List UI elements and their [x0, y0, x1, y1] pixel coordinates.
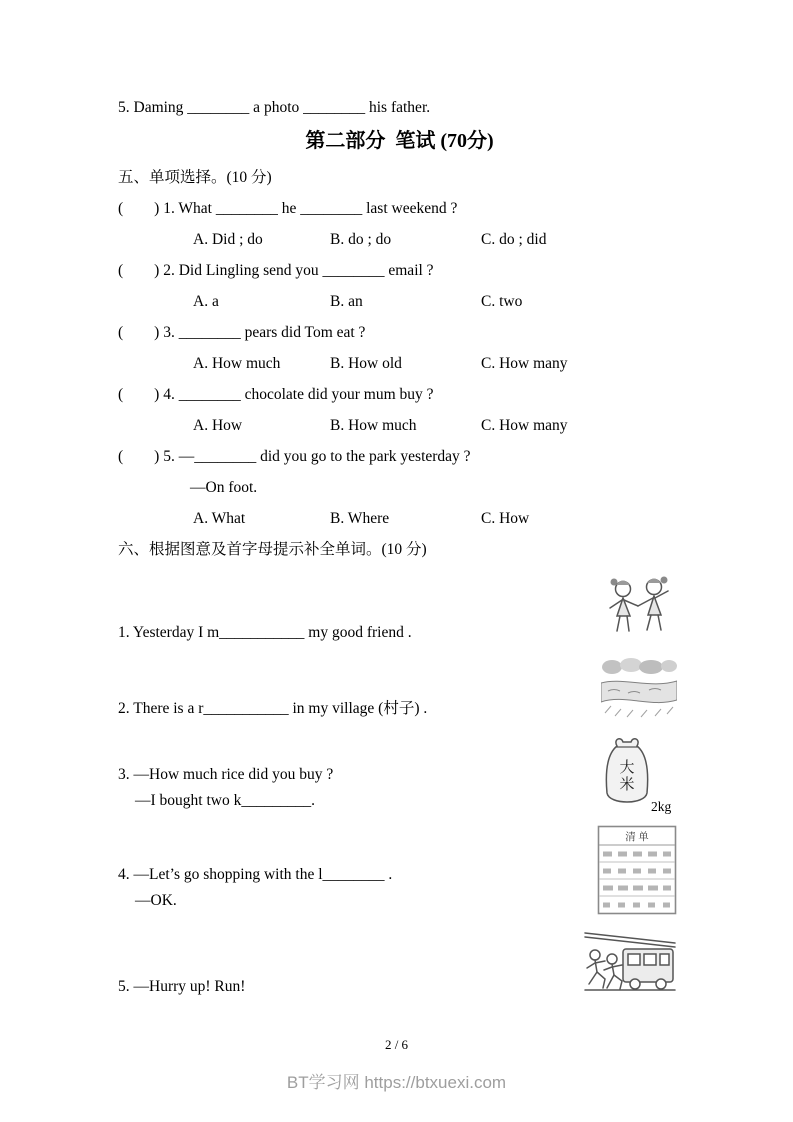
part6-item-4 [118, 825, 681, 925]
mcq-3-options [193, 354, 681, 373]
mcq-5-options [193, 509, 681, 528]
part6-item-5 [118, 925, 681, 1011]
part6-item-4-text [118, 865, 597, 925]
mcq-5-stem: ( ) 5. —________ did you go to the park yesterday ? [118, 448, 471, 465]
mcq-4-stem: ( ) 4. ________ chocolate did your mum buy ? [118, 386, 434, 403]
shopping-list-illustration [597, 825, 677, 915]
option-c: C. How many [481, 417, 568, 434]
rice-weight-label: 2kg [651, 799, 672, 814]
option-c: C. do ; did [481, 231, 547, 248]
option-a: A. a [193, 293, 219, 310]
option-b: B. an [330, 293, 363, 310]
mcq-5-answer-line: —On foot. [190, 479, 258, 496]
option-a: A. What [193, 510, 246, 527]
item-line: 4. —Let’s go shopping with the l________ . [118, 866, 393, 883]
part6-item-5-text [118, 977, 583, 1011]
mcq-2-stem: ( ) 2. Did Lingling send you ________ email ? [118, 262, 434, 279]
rice-label-char-1: 大 [619, 760, 635, 776]
river-illustration [601, 657, 677, 721]
part6-title: 六、根据图意及首字母提示补全单词。(10 分) [118, 541, 427, 558]
option-a: A. How [193, 417, 243, 434]
mcq-1-options [193, 230, 681, 249]
girls-dancing-illustration [599, 571, 677, 657]
item-line: 3. —How much rice did you buy ? [118, 766, 334, 783]
watermark-text: BT学习网 https://btxuexi.com [286, 1073, 507, 1092]
list-title: 清 单 [625, 832, 649, 843]
item-line: 1. Yesterday I m___________ my good friend . [118, 624, 412, 641]
mcq-question-2 [118, 261, 681, 311]
option-a: A. Did ; do [193, 231, 263, 248]
section-heading: 第二部分 笔试 (70分) [305, 130, 494, 152]
mcq-question-3 [118, 323, 681, 373]
mcq-1-stem: ( ) 1. What ________ he ________ last weekend ? [118, 200, 458, 217]
option-c: C. How many [481, 355, 568, 372]
part6-item-1 [118, 571, 681, 657]
part6-item-2-text [118, 699, 601, 733]
item-line: 5. —Hurry up! Run! [118, 978, 246, 995]
part6-item-3 [118, 733, 681, 825]
option-c: C. How [481, 510, 530, 527]
option-b: B. How old [330, 355, 402, 372]
item-line: —I bought two k_________. [135, 792, 315, 809]
mcq-question-4 [118, 385, 681, 435]
item-line: 2. There is a r___________ in my village (村子) . [118, 700, 428, 717]
option-c: C. two [481, 293, 523, 310]
mcq-question-1 [118, 199, 681, 249]
item-line: —OK. [135, 892, 177, 909]
part6-item-2 [118, 657, 681, 733]
mcq-2-options [193, 292, 681, 311]
page-number: 2 / 6 [384, 1037, 409, 1052]
catch-bus-illustration [583, 925, 677, 1009]
carryover-item-5: 5. Daming ________ a photo ________ his father. [118, 99, 431, 116]
mcq-3-stem: ( ) 3. ________ pears did Tom eat ? [118, 324, 366, 341]
part5-title: 五、单项选择。(10 分) [118, 169, 272, 186]
option-b: B. do ; do [330, 231, 392, 248]
rice-bag-illustration [595, 733, 677, 815]
rice-label-char-2: 米 [619, 777, 635, 793]
mcq-question-5 [118, 447, 681, 528]
option-a: A. How much [193, 355, 281, 372]
option-b: B. How much [330, 417, 417, 434]
option-b: B. Where [330, 510, 390, 527]
part6-item-3-text [118, 765, 595, 825]
part6-item-1-text [118, 623, 599, 657]
mcq-4-options [193, 416, 681, 435]
